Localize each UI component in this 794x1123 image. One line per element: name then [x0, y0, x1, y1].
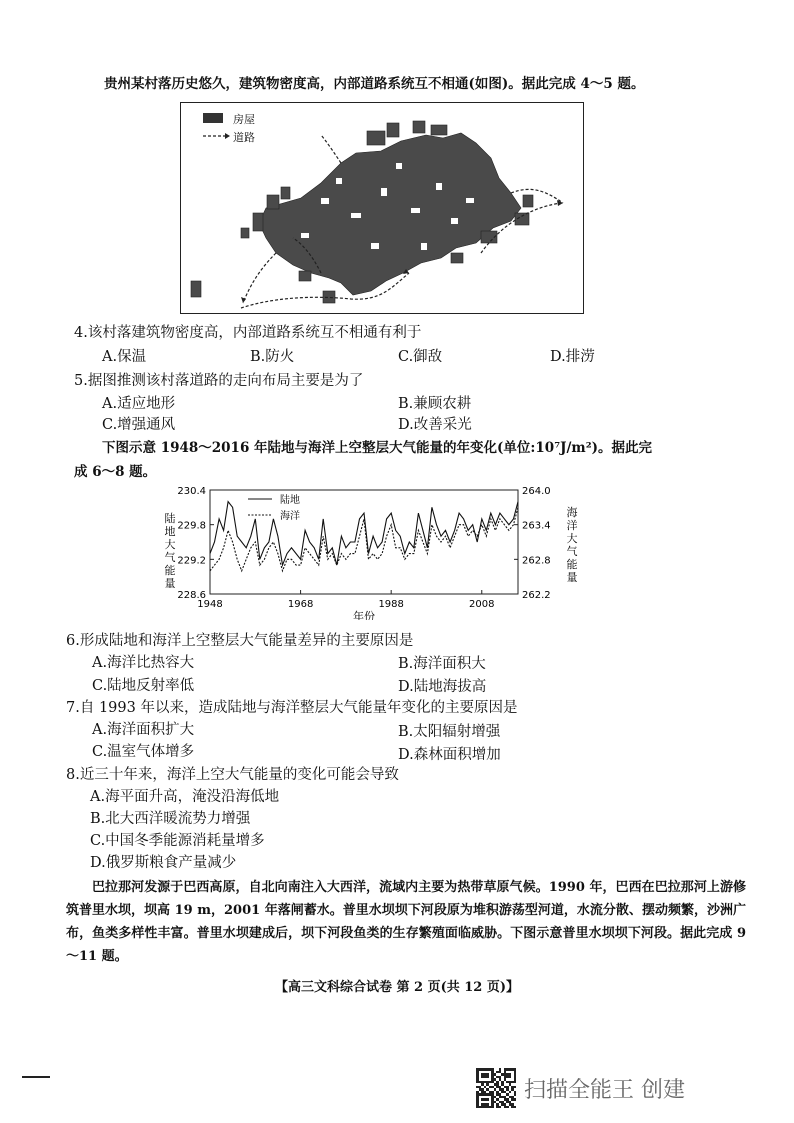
q5-option-c: C.增强通风 [102, 417, 176, 433]
edge-mark [22, 1076, 50, 1078]
x-tick-label: 1968 [287, 599, 314, 610]
intro-9-11: 巴拉那河发源于巴西高原，自北向南注入大西洋，流域内主要为热带草原气候。1990 年，巴西在巴拉那河上游修筑普里水坝，坝高 19 m，2001 年落闸蓄水。普里水坝坝下河段原为堆积游荡型河道，水流分散、摆动频繁，沙洲广布，鱼类多样性丰富。普里水坝建成后，坝下河段鱼类的生存繁殖面临威胁。下图示意普里水坝坝下河段。据此完成 9～11 题。 [66, 880, 746, 964]
energy-chart [150, 480, 590, 620]
question-6: 6.形成陆地和海洋上空整层大气能量差异的主要原因是 [66, 633, 414, 649]
right-axis-label-char: 能 [566, 558, 578, 571]
q8-option-c: C.中国冬季能源消耗量增多 [90, 833, 265, 849]
q4-option-b: B.防火 [250, 349, 295, 365]
question-7: 7.自 1993 年以来，造成陆地与海洋整层大气能量年变化的主要原因是 [66, 700, 518, 716]
legend-road-label: 道路 [233, 131, 255, 144]
q5-option-a: A.适应地形 [102, 396, 176, 412]
left-tick-label: 230.4 [177, 486, 206, 497]
village-map [180, 102, 584, 314]
q5-option-d: D.改善采光 [398, 417, 472, 433]
right-tick-label: 263.4 [522, 520, 551, 532]
q6-option-c: C.陆地反射率低 [92, 678, 195, 694]
left-tick-label: 229.8 [177, 520, 206, 532]
left-axis-label-char: 大 [164, 538, 176, 551]
q4-option-a: A.保温 [102, 349, 147, 365]
intro-6-8-line2: 成 6～8 题。 [74, 464, 157, 480]
q6-option-d: D.陆地海拔高 [398, 679, 487, 695]
q7-option-a: A.海洋面积扩大 [92, 722, 195, 738]
q8-option-b: B.北大西洋暖流势力增强 [90, 811, 251, 827]
q6-option-a: A.海洋比热容大 [92, 655, 195, 671]
question-5: 5.据图推测该村落道路的走向布局主要是为了 [74, 373, 364, 389]
left-axis-label-char: 地 [164, 525, 176, 538]
left-axis-label-char: 陆 [164, 512, 176, 525]
series-line-land [210, 502, 518, 565]
intro-4-5: 贵州某村落历史悠久，建筑物密度高，内部道路系统互不相通(如图)。据此完成 4～5 题。 [104, 76, 645, 92]
legend-label: 海洋 [280, 511, 300, 522]
question-4: 4.该村落建筑物密度高，内部道路系统互不相通有利于 [74, 325, 422, 341]
q6-option-b: B.海洋面积大 [398, 656, 486, 672]
qr-code-icon [476, 1068, 516, 1108]
legend-house-label: 房屋 [233, 113, 255, 126]
right-axis-label-char: 量 [566, 571, 578, 584]
page-footer: 【高三文科综合试卷 第 2 页(共 12 页)】 [274, 980, 520, 995]
legend-label: 陆地 [280, 495, 300, 506]
left-axis-label-char: 气 [164, 551, 176, 564]
x-tick-label: 1948 [197, 599, 223, 610]
question-8: 8.近三十年来，海洋上空大气能量的变化可能会导致 [66, 767, 399, 783]
right-tick-label: 264.0 [522, 486, 551, 497]
x-tick-label: 1988 [378, 599, 404, 610]
left-tick-label: 229.2 [177, 555, 206, 567]
q7-option-c: C.温室气体增多 [92, 744, 195, 760]
q5-option-b: B.兼顾农耕 [398, 396, 472, 412]
q7-option-d: D.森林面积增加 [398, 747, 501, 763]
q4-option-c: C.御敌 [398, 349, 443, 365]
house-cluster [191, 121, 533, 303]
right-axis-label-char: 气 [566, 545, 578, 558]
right-axis-label-char: 海 [566, 506, 578, 519]
energy-chart-svg [150, 480, 590, 620]
intro-6-8-line1: 下图示意 1948～2016 年陆地与海洋上空整层大气能量的年变化(单位:10⁷J/m²)。据此完 [102, 440, 653, 456]
right-tick-label: 262.8 [522, 555, 551, 567]
plot-frame [210, 490, 518, 594]
q4-option-d: D.排涝 [550, 349, 595, 365]
left-axis-label-char: 量 [164, 577, 176, 590]
left-tick-label: 228.6 [177, 590, 206, 601]
right-axis-label-char: 洋 [566, 519, 578, 532]
q8-option-d: D.俄罗斯粮食产量减少 [90, 855, 237, 871]
x-tick-label: 2008 [469, 599, 495, 610]
legend-house-swatch [203, 113, 223, 123]
left-axis-label-char: 能 [164, 564, 176, 577]
right-axis-label-char: 大 [566, 532, 578, 545]
x-axis-label: 年份 [353, 610, 375, 620]
right-tick-label: 262.2 [522, 590, 551, 601]
q7-option-b: B.太阳辐射增强 [398, 724, 501, 740]
scanner-watermark: 扫描全能王 创建 [524, 1078, 685, 1103]
q8-option-a: A.海平面升高，淹没沿海低地 [90, 789, 280, 805]
